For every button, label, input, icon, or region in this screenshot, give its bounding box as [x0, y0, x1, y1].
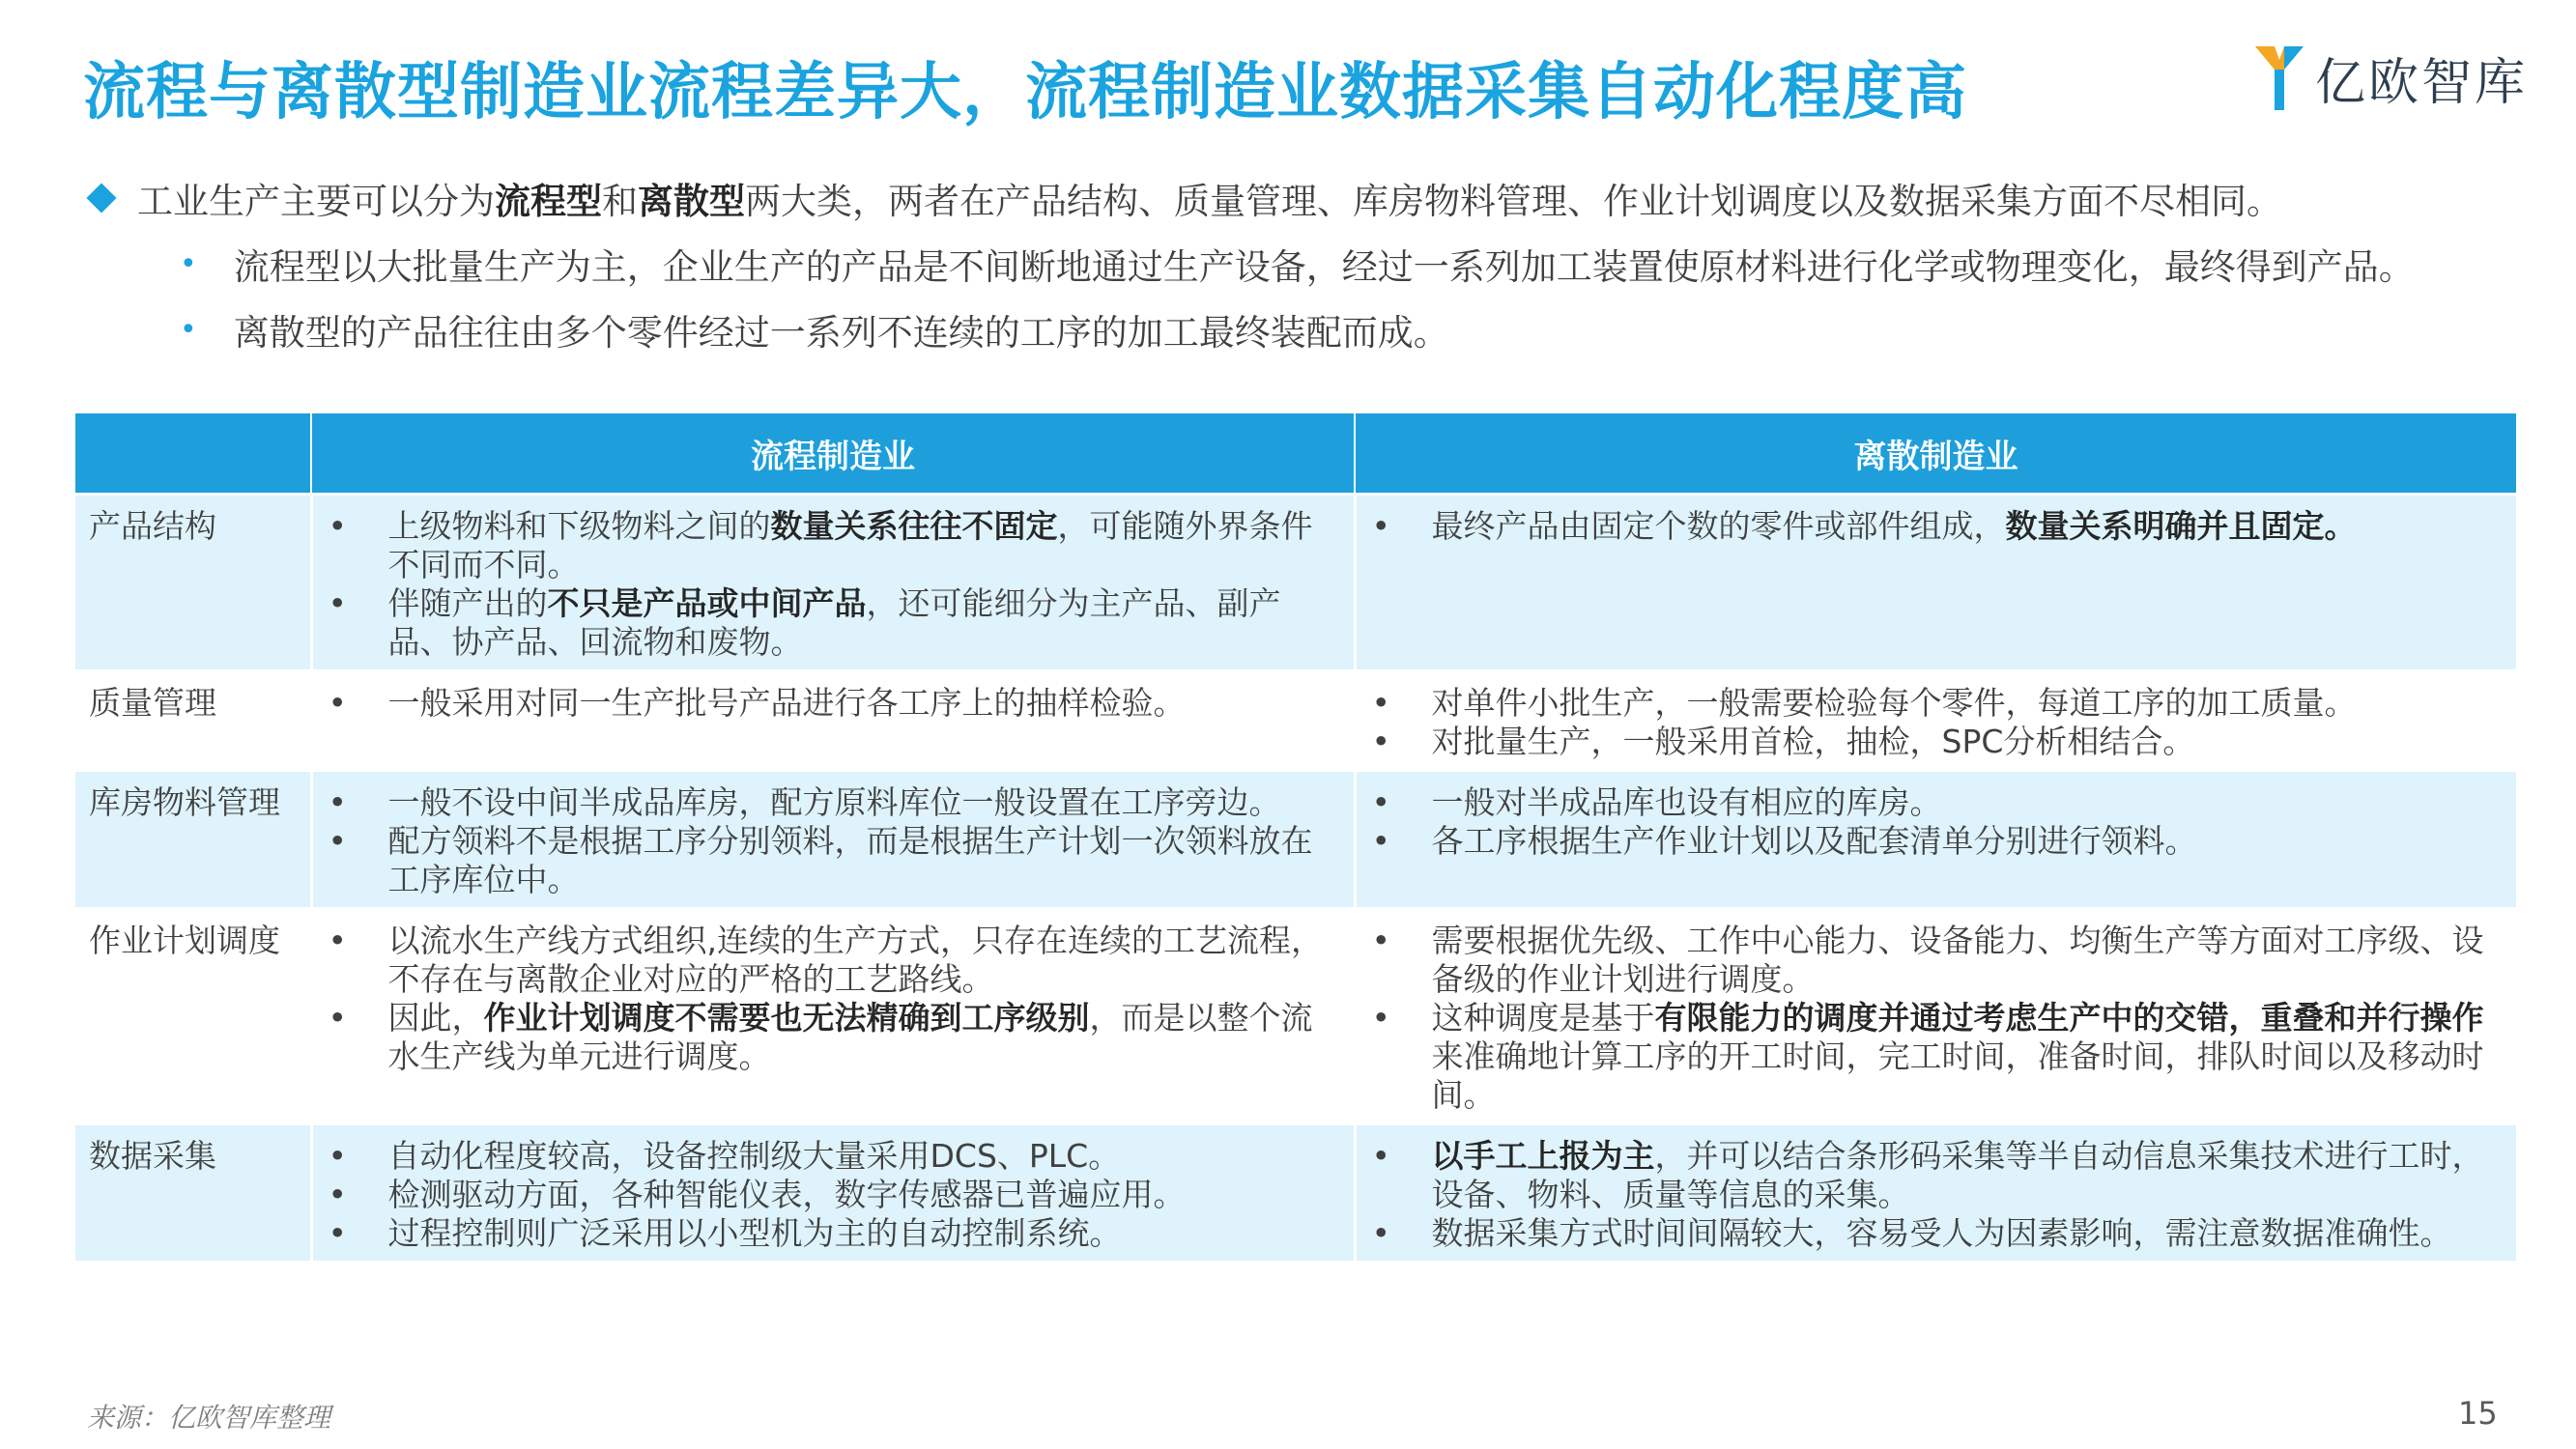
logo-mark-icon [2251, 41, 2307, 114]
list-item [327, 999, 1340, 1076]
bullet-list [327, 507, 1340, 662]
bullet-list [327, 684, 1340, 723]
dot-bullet-icon: • [180, 246, 197, 281]
list-item [327, 507, 1340, 584]
row-label: 库房物料管理 [75, 771, 311, 909]
diamond-bullet-icon [86, 183, 116, 213]
brand-logo [2251, 39, 2528, 116]
list-item [327, 1176, 1340, 1214]
table-row [75, 909, 2516, 1124]
intro-text-3: 两大类，两者在产品结构、质量管理、库房物料管理、作业计划调度以及数据采集方面不尽相同。 [745, 181, 2282, 222]
dot-bullet-icon: • [180, 312, 197, 347]
process-cell [311, 1124, 1355, 1263]
text: 伴随产出的 [387, 584, 548, 622]
intro-text-1: 工业生产主要可以分为 [137, 181, 495, 222]
discrete-cell [1355, 909, 2516, 1124]
row-label: 质量管理 [75, 671, 311, 771]
list-item [1370, 783, 2504, 822]
logo-text: 亿欧智库 [2315, 53, 2529, 112]
discrete-cell [1355, 771, 2516, 909]
row-label: 数据采集 [75, 1124, 311, 1263]
text: 一般不设中间半成品库房，配方原料库位一般设置在工序旁边。 [387, 783, 1281, 821]
text: 以流水生产线方式组织,连续的生产方式，只存在连续的工艺流程，不存在与离散企业对应的严格的工艺路线。 [387, 922, 1323, 998]
bullet-list [1370, 507, 2504, 546]
text: 自动化程度较高，设备控制级大量采用DCS、PLC。 [387, 1137, 1121, 1175]
intro-section [83, 172, 2415, 355]
process-cell [311, 495, 1355, 671]
text: 因此， [387, 999, 484, 1037]
bold-text: 作业计划调度不需要也无法精确到工序级别 [483, 999, 1090, 1037]
list-item [327, 684, 1340, 723]
intro-sub-text: 离散型的产品往往由多个零件经过一系列不连续的工序的加工最终装配而成。 [233, 312, 1449, 354]
process-cell [311, 909, 1355, 1124]
bold-text: 数量关系明确并且固定。 [2005, 507, 2357, 545]
table-row [75, 671, 2516, 771]
bullet-list [1370, 1137, 2504, 1253]
list-item [327, 783, 1340, 822]
intro-main-line [83, 172, 2415, 224]
list-item [327, 822, 1340, 899]
bold-text: 不只是产品或中间产品 [547, 584, 867, 622]
discrete-cell [1355, 495, 2516, 671]
list-item [1370, 723, 2504, 761]
text: 来准确地计算工序的开工时间，完工时间，准备时间，排队时间以及移动时间。 [1431, 1037, 2484, 1114]
intro-text-2: 和 [602, 181, 638, 222]
text: ，并可以结合条形码采集等半自动信息采集技术进行工时，设备、物料、质量等信息的采集。 [1431, 1137, 2484, 1213]
page-number: 15 [2458, 1395, 2498, 1432]
table-row [75, 1124, 2516, 1263]
text: 需要根据优先级、工作中心能力、设备能力、均衡生产等方面对工序级、设备级的作业计划进行调度。 [1431, 922, 2484, 998]
row-label: 产品结构 [75, 495, 311, 671]
bold-text: 以手工上报为主 [1431, 1137, 1655, 1175]
list-item [1370, 922, 2504, 999]
bullet-list [1370, 684, 2504, 761]
list-item [1370, 684, 2504, 723]
header-discrete: 离散制造业 [1355, 413, 2516, 495]
text: ，还可能细分为主产品、副产品、协产品、回流物和废物。 [387, 584, 1281, 661]
row-label: 作业计划调度 [75, 909, 311, 1124]
comparison-table [75, 413, 2516, 1264]
intro-bold-discrete: 离散型 [638, 181, 745, 222]
bold-text: 数量关系往往不固定 [770, 507, 1058, 545]
text: 各工序根据生产作业计划以及配套清单分别进行领料。 [1431, 822, 2197, 860]
intro-sub-text: 流程型以大批量生产为主，企业生产的产品是不间断地通过生产设备，经过一系列加工装置使原材料进行化学或物理变化，最终得到产品。 [233, 246, 2415, 288]
intro-bold-process: 流程型 [495, 181, 602, 222]
list-item [327, 1137, 1340, 1176]
list-item [327, 922, 1340, 999]
discrete-cell [1355, 671, 2516, 771]
page-title: 流程与离散型制造业流程差异大，流程制造业数据采集自动化程度高 [83, 57, 1967, 128]
text: 上级物料和下级物料之间的 [387, 507, 771, 545]
bullet-list [327, 922, 1340, 1076]
list-item [1370, 999, 2504, 1115]
list-item [1370, 1137, 2504, 1214]
bullet-list [1370, 783, 2504, 861]
bullet-list [1370, 922, 2504, 1115]
table-row [75, 771, 2516, 909]
list-item [1370, 1214, 2504, 1253]
list-item [1370, 507, 2504, 546]
list-item [327, 1214, 1340, 1253]
text: 配方领料不是根据工序分别领料，而是根据生产计划一次领料放在工序库位中。 [387, 822, 1313, 898]
text: 这种调度是基于 [1431, 999, 1655, 1037]
header-empty [75, 413, 311, 495]
table-header-row [75, 413, 2516, 495]
text: 对单件小批生产，一般需要检验每个零件，每道工序的加工质量。 [1431, 684, 2357, 722]
process-cell [311, 671, 1355, 771]
text: 过程控制则广泛采用以小型机为主的自动控制系统。 [387, 1214, 1122, 1252]
text: 对批量生产，一般采用首检，抽检，SPC分析相结合。 [1431, 723, 2195, 760]
list-item [327, 584, 1340, 662]
intro-sub-line [180, 238, 2415, 290]
text: 最终产品由固定个数的零件或部件组成， [1431, 507, 2006, 545]
text: ，而是以整个流水生产线为单元进行调度。 [387, 999, 1313, 1075]
discrete-cell [1355, 1124, 2516, 1263]
text: 检测驱动方面，各种智能仪表，数字传感器已普遍应用。 [387, 1176, 1186, 1213]
text: 数据采集方式时间间隔较大，容易受人为因素影响，需注意数据准确性。 [1431, 1214, 2452, 1252]
process-cell [311, 771, 1355, 909]
header-process: 流程制造业 [311, 413, 1355, 495]
table-row [75, 495, 2516, 671]
bullet-list [327, 1137, 1340, 1253]
source-note: 来源：亿欧智库整理 [87, 1402, 331, 1434]
bullet-list [327, 783, 1340, 899]
intro-sub-line [180, 303, 2415, 355]
text: 一般对半成品库也设有相应的库房。 [1431, 783, 1942, 821]
bold-text: 有限能力的调度并通过考虑生产中的交错，重叠和并行操作 [1654, 999, 2484, 1037]
text: 一般采用对同一生产批号产品进行各工序上的抽样检验。 [387, 684, 1186, 722]
list-item [1370, 822, 2504, 861]
text: ，可能随外界条件不同而不同。 [387, 507, 1313, 583]
